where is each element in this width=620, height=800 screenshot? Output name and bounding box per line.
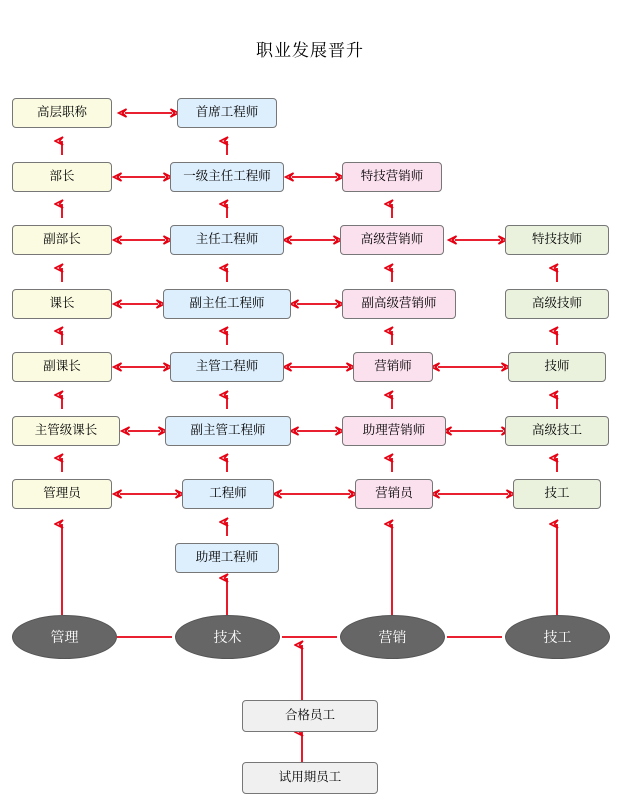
track-label: 技工 xyxy=(543,629,572,645)
node-skill-1[interactable] xyxy=(505,289,609,319)
node-base-qualified-employee[interactable] xyxy=(242,700,378,732)
node-label: 主管工程师 xyxy=(195,359,259,374)
track-oval-technology[interactable] xyxy=(175,615,280,659)
node-label: 高级技工 xyxy=(531,423,582,438)
node-label: 管理员 xyxy=(43,486,81,501)
node-label: 课长 xyxy=(49,296,75,311)
node-sales-5[interactable] xyxy=(355,479,433,509)
track-label: 管理 xyxy=(50,629,79,645)
track-oval-management[interactable] xyxy=(12,615,117,659)
node-label: 助理工程师 xyxy=(195,550,259,565)
node-skill-4[interactable] xyxy=(513,479,601,509)
page-title: 职业发展晋升 xyxy=(256,41,364,60)
node-base-probation-employee[interactable] xyxy=(242,762,378,794)
node-label: 首席工程师 xyxy=(195,105,259,120)
node-technology-2[interactable] xyxy=(170,225,284,255)
node-technology-1[interactable] xyxy=(170,162,284,192)
node-sales-1[interactable] xyxy=(340,225,444,255)
node-label: 特技技师 xyxy=(531,232,582,247)
node-skill-3[interactable] xyxy=(505,416,609,446)
node-label: 副主管工程师 xyxy=(190,423,266,438)
track-oval-sales[interactable] xyxy=(340,615,445,659)
node-technology-7[interactable] xyxy=(175,543,279,573)
node-label: 营销师 xyxy=(374,359,412,374)
node-sales-3[interactable] xyxy=(353,352,433,382)
node-label: 试用期员工 xyxy=(278,770,342,785)
node-label: 合格员工 xyxy=(284,708,335,723)
node-skill-0[interactable] xyxy=(505,225,609,255)
track-label: 营销 xyxy=(378,629,407,645)
node-label: 营销员 xyxy=(375,486,413,501)
node-label: 助理营销师 xyxy=(362,423,426,438)
node-sales-4[interactable] xyxy=(342,416,446,446)
node-label: 部长 xyxy=(49,169,75,184)
node-label: 技师 xyxy=(544,359,570,374)
node-label: 一级主任工程师 xyxy=(183,169,271,184)
node-management-4[interactable] xyxy=(12,352,112,382)
node-sales-0[interactable] xyxy=(342,162,442,192)
node-sales-2[interactable] xyxy=(342,289,456,319)
node-management-3[interactable] xyxy=(12,289,112,319)
node-label: 工程师 xyxy=(209,486,247,501)
node-technology-3[interactable] xyxy=(163,289,291,319)
node-management-6[interactable] xyxy=(12,479,112,509)
node-technology-6[interactable] xyxy=(182,479,274,509)
node-label: 副高级营销师 xyxy=(361,296,437,311)
node-label: 主管级课长 xyxy=(34,423,98,438)
node-management-1[interactable] xyxy=(12,162,112,192)
node-label: 技工 xyxy=(544,486,570,501)
node-management-2[interactable] xyxy=(12,225,112,255)
node-technology-5[interactable] xyxy=(165,416,291,446)
node-technology-4[interactable] xyxy=(170,352,284,382)
node-label: 特技营销师 xyxy=(360,169,424,184)
node-technology-0[interactable] xyxy=(177,98,277,128)
node-label: 高级技师 xyxy=(531,296,582,311)
node-label: 副主任工程师 xyxy=(189,296,265,311)
track-oval-skill[interactable] xyxy=(505,615,610,659)
node-management-0[interactable] xyxy=(12,98,112,128)
node-label: 主任工程师 xyxy=(195,232,259,247)
node-skill-2[interactable] xyxy=(508,352,606,382)
node-label: 高级营销师 xyxy=(360,232,424,247)
node-label: 副部长 xyxy=(43,232,81,247)
node-label: 高层职称 xyxy=(36,105,87,120)
track-label: 技术 xyxy=(213,629,242,645)
node-management-5[interactable] xyxy=(12,416,120,446)
node-label: 副课长 xyxy=(43,359,81,374)
